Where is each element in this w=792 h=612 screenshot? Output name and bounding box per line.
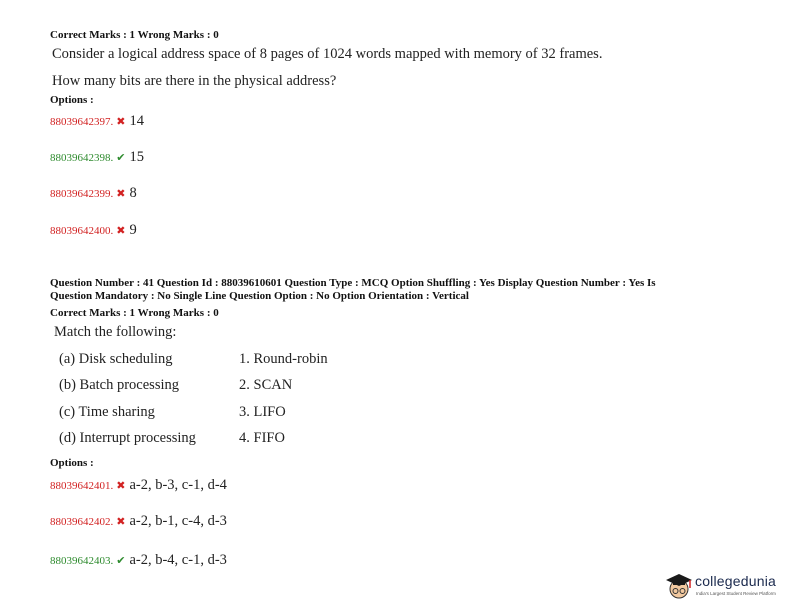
match-right-4: 4. FIFO bbox=[239, 430, 285, 446]
q40-options-label: Options : bbox=[50, 94, 94, 106]
q40-option-3 bbox=[50, 184, 137, 202]
q40-question-line2: How many bits are there in the physical address? bbox=[52, 73, 337, 89]
option-id: 88039642400. bbox=[50, 225, 114, 237]
option-text: a-2, b-4, c-1, d-3 bbox=[129, 552, 227, 568]
q41-option-1 bbox=[50, 476, 227, 494]
logo-tagline: India's Largest Student Review Platform bbox=[696, 591, 776, 596]
match-left-b: (b) Batch processing bbox=[59, 377, 179, 393]
wrong-cross-icon: ✖ bbox=[116, 225, 126, 237]
match-right-3: 3. LIFO bbox=[239, 404, 286, 420]
wrong-cross-icon: ✖ bbox=[116, 116, 126, 128]
wrong-cross-icon: ✖ bbox=[116, 516, 126, 528]
correct-check-icon: ✔ bbox=[116, 555, 126, 567]
option-text: 9 bbox=[129, 222, 137, 238]
q41-options-label: Options : bbox=[50, 457, 94, 469]
wrong-cross-icon: ✖ bbox=[116, 188, 126, 200]
match-right-1: 1. Round-robin bbox=[239, 351, 328, 367]
option-id: 88039642402. bbox=[50, 516, 114, 528]
q40-option-1 bbox=[50, 112, 144, 130]
match-right-2: 2. SCAN bbox=[239, 377, 293, 393]
q40-question-line1: Consider a logical address space of 8 pages of 1024 words mapped with memory of 32 frames. bbox=[52, 46, 603, 62]
q41-header-line2: Question Mandatory : No Single Line Question Option : No Option Orientation : Vertical bbox=[50, 290, 469, 302]
q40-marks: Correct Marks : 1 Wrong Marks : 0 bbox=[50, 29, 219, 41]
q41-header-line1: Question Number : 41 Question Id : 88039610601 Question Type : MCQ Option Shuffling : Yes Display Question Number : Yes Is bbox=[50, 277, 656, 289]
option-text: 15 bbox=[129, 149, 144, 165]
match-left-d: (d) Interrupt processing bbox=[59, 430, 196, 446]
correct-check-icon: ✔ bbox=[116, 152, 126, 164]
q41-prompt: Match the following: bbox=[54, 324, 177, 340]
option-text: 8 bbox=[129, 185, 137, 201]
q41-option-3 bbox=[50, 551, 227, 569]
q40-option-2 bbox=[50, 148, 144, 166]
option-id: 88039642403. bbox=[50, 555, 114, 567]
q41-marks: Correct Marks : 1 Wrong Marks : 0 bbox=[50, 307, 219, 319]
option-id: 88039642397. bbox=[50, 116, 114, 128]
q40-option-4 bbox=[50, 221, 137, 239]
option-text: 14 bbox=[129, 113, 144, 129]
graduation-cap-icon bbox=[664, 571, 694, 601]
match-left-a: (a) Disk scheduling bbox=[59, 351, 173, 367]
option-id: 88039642398. bbox=[50, 152, 114, 164]
option-text: a-2, b-3, c-1, d-4 bbox=[129, 477, 227, 493]
logo-wordmark: collegedunia bbox=[695, 573, 777, 589]
match-left-c: (c) Time sharing bbox=[59, 404, 155, 420]
wrong-cross-icon: ✖ bbox=[116, 480, 126, 492]
collegedunia-logo bbox=[664, 569, 788, 605]
option-id: 88039642399. bbox=[50, 188, 114, 200]
option-text: a-2, b-1, c-4, d-3 bbox=[129, 513, 227, 529]
option-id: 88039642401. bbox=[50, 480, 114, 492]
q41-option-2 bbox=[50, 512, 227, 530]
